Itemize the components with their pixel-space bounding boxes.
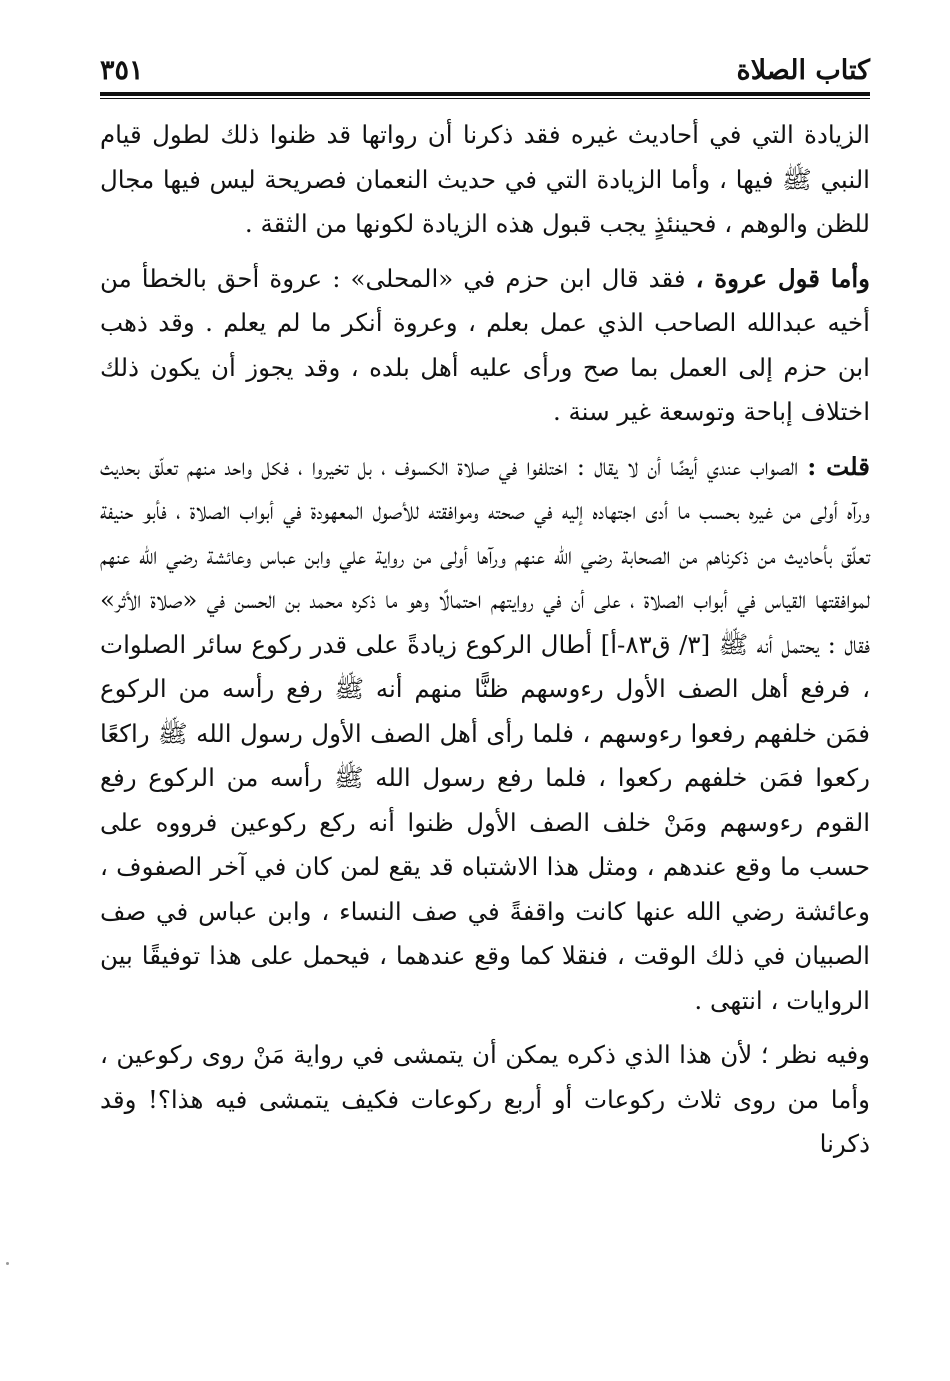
paragraph-2 (100, 257, 870, 435)
header-rule (100, 92, 870, 99)
paragraph-3 (100, 445, 870, 1024)
paragraph-text: وفيه نظر ؛ لأن هذا الذي ذكره يمكن أن يتمشى في رواية مَنْ روى ركوعين ، وأما من روى ثلاث ركوعات أو أربع ركوعات فكيف يتمشى فيه هذا؟! وقد ذكرنا (100, 1040, 870, 1158)
paragraph-text: فقد قال ابن حزم في «المحلى» : عروة أحق بالخطأ من أخيه عبدالله الصاحب الذي عمل بعلم ، وعروة أنكر ما لم يعلم . وقد ذهب ابن حزم إلى العمل بما صح ورأى عليه أهل بلده ، وقد يجوز أن يكون ذلك اختلاف إباحة وتوسعة غير سنة . (100, 263, 870, 426)
paragraph-4 (100, 1033, 870, 1167)
body-text (100, 113, 870, 1167)
paragraph-text: الزيادة التي في أحاديث غيره فقد ذكرنا أن رواتها قد ظنوا ذلك لطول قيام النبي ﷺ فيها ، وأما الزيادة التي في حديث النعمان فصريحة ليس فيها مجال للظن والوهم ، فحينئذٍ يجب قبول هذه الزيادة لكونها من الثقة . (100, 120, 870, 238)
running-title: كتاب الصلاة (736, 55, 870, 86)
paragraph-text: الصواب عندي أيضًا أن لا يقال : اختلفوا في صلاة الكسوف ، بل تخيروا ، فكل واحد منهم تعلّق بحديث ورآه أولى من غيره بحسب ما أدى اجتهاده إليه في صحته وموافقته للأصول المعهودة في أبواب الصلاة ، فأبو حنيفة تعلّق بأحاديث من ذكرناهم من الصحابة رضي الله عنهم ورآها أولى من رواية علي وابن عباس وعائشة رضي الله عنهم لموافقتها القياس في أبواب الصلاة ، على أن في روايتهم احتمالًا وهو ما ذكره محمد بن الحسن في «صلاة الأثر» فقال : يحتمل أنه ﷺ [٣/ ق٨٣-أ] أطال الركوع زيادةً على قدر ركوع سائر الصلوات ، فرفع أهل الصف الأول رءوسهم ظنًّا منهم أنه ﷺ رفع رأسه من الركوع فمَن خلفهم رفعوا رءوسهم ، فلما رأى أهل الصف الأول رسول الله ﷺ راكعًا ركعوا فمَن خلفهم ركعوا ، فلما رفع رسول الله ﷺ رأسه من الركوع رفع القوم رءوسهم ومَنْ خلف الصف الأول ظنوا أنه ركع ركوعين فرووه على حسب ما وقع عندهم ، ومثل هذا الاشتباه قد يقع لمن كان في آخر الصفوف ، وعائشة رضي الله عنها كانت واقفةً في صف النساء ، وابن عباس في صف الصبيان في ذلك الوقت ، فنقلا كما وقع عندهما ، فيحمل على هذا توفيقًا بين الروايات ، انتهى . (100, 451, 870, 1015)
paragraph-lead: قلت : (807, 451, 870, 481)
book-page (100, 40, 870, 1370)
scan-speck (6, 1262, 9, 1265)
page-number: ٣٥١ (100, 55, 144, 86)
page-header (100, 40, 870, 92)
paragraph-lead: وأما قول عروة ، (695, 263, 871, 293)
paragraph-1 (100, 113, 870, 247)
